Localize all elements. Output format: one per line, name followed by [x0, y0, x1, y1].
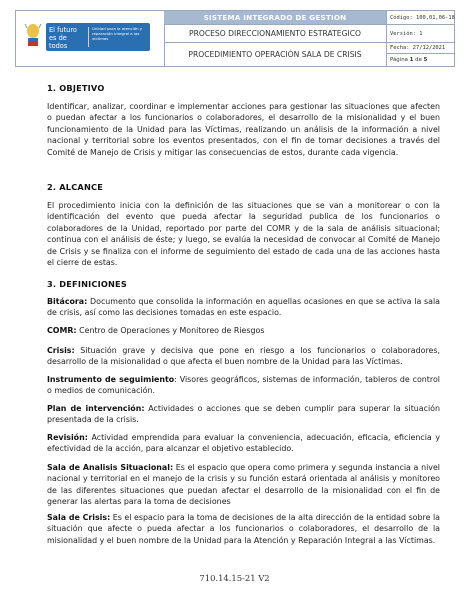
definition-instrumento — [47, 374, 440, 397]
definition-text: Es el espacio que opera como primera y segunda instancia a nivel nacional y territorial en el manejo de la crisis y su función estará orientada al análisis y monitoreo de las diferentes situaciones que puedan afectar el desarrollo de la misionalidad con el fin de generar las alertas para la toma de decisiones — [47, 463, 440, 507]
definition-term: COMR: — [47, 326, 77, 335]
brand-line1: El futuro — [49, 26, 77, 34]
heading-definiciones: 3. DEFINICIONES — [47, 279, 127, 289]
header-meta-column — [386, 11, 455, 66]
definition-text: Es el espacio para la toma de decisiones de la alta dirección de la entidad sobre la situación que afecte o pueda afectar a los funcionarios o colaboradores, el desarrollo de la misionalidad y el buen nombre de la Unidad para la Atención y Reparación Integral a las Víctimas. — [47, 513, 441, 545]
paragraph-objetivo: Identificar, analizar, coordinar e implementar acciones para gestionar las situaciones que afecten o puedan afectar a los funcionarios o colaboradores, el desarrollo de la misionalidad y el buen funcionamiento de la Unidad para las Víctimas, realizando un análisis de la información a nivel nacional y territorial sobre los eventos presentados, con el fin de tomar decisiones a través del Comité de Manejo de Crisis y mitigar las consecuencias de estos, durante cada vigencia. — [47, 102, 440, 157]
definition-term: Instrumento de seguimiento — [47, 375, 175, 384]
colombia-seal-icon — [24, 22, 42, 52]
logo-cell — [16, 11, 165, 66]
heading-objetivo: 1. OBJETIVO — [47, 83, 105, 93]
definition-text: Situación grave y decisiva que pone en riesgo a los funcionarios o colaboradores, desarrollo de la misionalidad o que afecta el buen nombre de la Unidad para las Víctimas. — [47, 346, 440, 367]
heading-alcance: 2. ALCANCE — [47, 182, 104, 192]
definition-plan — [47, 403, 440, 426]
brand-banner — [46, 23, 150, 51]
definition-text: Centro de Operaciones y Monitoreo de Riesgos — [76, 326, 265, 335]
process-name: PROCESO DIRECCIONAMIENTO ESTRATEGICO — [164, 25, 386, 43]
document-code: Código: 100,01,06-18 — [387, 11, 455, 25]
footer-form-code: 710.14.15-21 V2 — [199, 573, 270, 583]
document-header — [15, 10, 455, 67]
definition-term: Sala de Crisis: — [47, 513, 111, 522]
definition-text: : Visores geográficos, sistemas de información, tableros de control o medios de comunicación. — [47, 375, 440, 396]
definition-crisis — [47, 345, 440, 368]
definition-sala-crisis — [47, 512, 440, 546]
definition-term: Revisión: — [47, 433, 88, 442]
paragraph-alcance: El procedimiento inicia con la definición de las situaciones que se van a monitorear o con la identificación del evento que pueda afectar la seguridad publica de los funcionarios o colaboradores de la Unidad, reportado por parte del COMR y de la sala de análisis situacional; continua con el análisis de éste; y luego, se evalúa la necesidad de convocar al Comité de Manejo de Crisis y se finaliza con el informe de seguimiento del estado de cada una de las acciones hasta el cierre de estas. — [47, 201, 440, 268]
document-version: Versión: 1 — [387, 25, 455, 43]
unidad-victimas-logo — [24, 18, 154, 56]
brand-line2: es de todos — [49, 34, 68, 50]
definition-term: Crisis: — [47, 346, 75, 355]
page-current: 1 — [409, 57, 414, 63]
procedure-name: PROCEDIMIENTO OPERACIÓN SALA DE CRISIS — [188, 50, 362, 59]
definition-term: Plan de intervención: — [47, 404, 145, 413]
definition-term: Bitácora: — [47, 297, 88, 306]
definition-comr — [47, 325, 440, 336]
definition-revision — [47, 432, 440, 455]
brand-subtitle: Unidad para la atención y reparación integral a las víctimas — [92, 26, 143, 42]
definition-text: Actividades o acciones que se deben cumplir para superar la situación presentada de la crisis. — [47, 404, 441, 425]
header-title-column — [164, 11, 386, 66]
definition-text: Actividad emprendida para evaluar la conveniencia, adecuación, eficacia, eficiencia y efectividad de la acción, para alcanzar el objetivo establecido. — [47, 433, 440, 454]
page-indicator: Página 1 de 5 — [390, 57, 428, 63]
definition-bitacora — [47, 296, 440, 319]
brand-divider — [88, 27, 89, 47]
system-title: SISTEMA INTEGRADO DE GESTION — [164, 11, 386, 25]
page-total: 5 — [423, 57, 428, 63]
definition-sala-analisis — [47, 462, 440, 508]
definition-term: Sala de Analisis Situacional: — [47, 463, 174, 472]
document-date: Fecha: 27/12/2021 — [387, 43, 455, 54]
definition-text: Documento que consolida la información en aquellas ocasiones en que se activa la sala de crisis, así como las decisiones tomadas en este espacio. — [47, 297, 440, 318]
